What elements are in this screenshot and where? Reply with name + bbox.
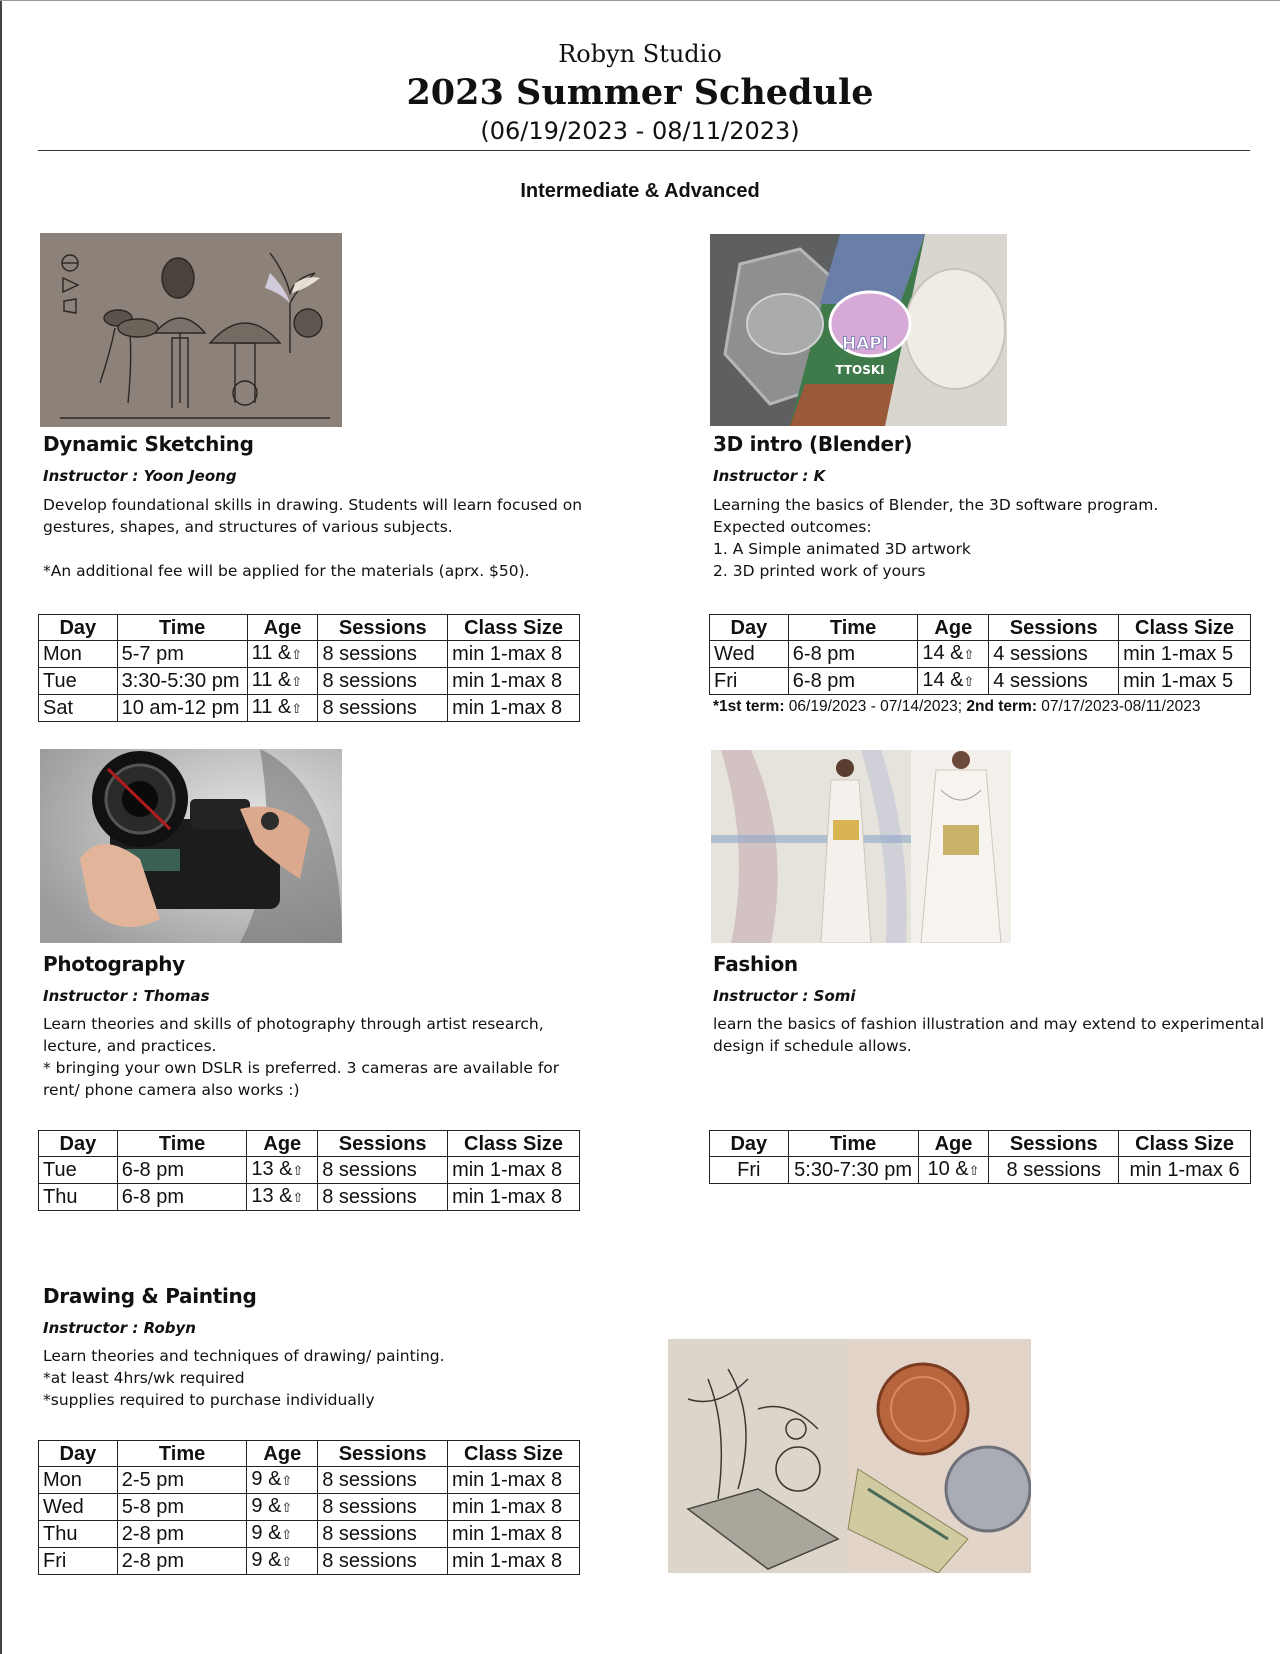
column-header-time: Time [117, 1131, 247, 1157]
description-blender [713, 494, 1158, 582]
schedule-table-painting [38, 1440, 580, 1575]
instructor-fashion: Instructor : Somi [713, 987, 856, 1005]
day-cell: Sat [39, 695, 118, 722]
sessions-cell: 8 sessions [318, 1157, 448, 1184]
age-value: 9 & [251, 1522, 282, 1544]
instructor-sketching: Instructor : Yoon Jeong [43, 467, 237, 485]
column-header-class-size: Class Size [1119, 1131, 1251, 1157]
description-line: Learn theories and techniques of drawing/ painting. [43, 1347, 445, 1365]
column-header-day: Day [39, 1441, 118, 1467]
column-header-sessions: Sessions [989, 1131, 1119, 1157]
page-title: 2023 Summer Schedule [406, 72, 874, 113]
time-cell: 2-5 pm [117, 1467, 247, 1494]
class-size-cell: min 1-max 6 [1119, 1157, 1251, 1184]
level-heading: Intermediate & Advanced [520, 180, 760, 202]
description-line: rent/ phone camera also works :) [43, 1081, 300, 1099]
up-arrow-outline-icon: ⇧ [291, 647, 303, 662]
age-cell [247, 641, 318, 668]
class-size-cell: min 1-max 8 [448, 1521, 580, 1548]
sessions-cell: 4 sessions [989, 668, 1119, 695]
term-note [713, 698, 1200, 716]
instructor-photography: Instructor : Thomas [43, 987, 210, 1005]
class-size-cell: min 1-max 8 [448, 1184, 580, 1211]
table-row [39, 1548, 580, 1575]
day-cell: Fri [710, 1157, 789, 1184]
day-cell: Wed [39, 1494, 118, 1521]
day-cell: Mon [39, 1467, 118, 1494]
table-row [39, 668, 580, 695]
sessions-cell: 4 sessions [989, 641, 1119, 668]
table-header-row [710, 1131, 1251, 1157]
table-header-row [39, 615, 580, 641]
description-line: learn the basics of fashion illustration and may extend to experimental [713, 1015, 1265, 1033]
column-header-day: Day [710, 1131, 789, 1157]
description-line: * bringing your own DSLR is preferred. 3 cameras are available for [43, 1059, 560, 1077]
blender-image [710, 234, 1007, 426]
up-arrow-outline-icon: ⇧ [281, 1554, 293, 1569]
age-value: 9 & [251, 1549, 282, 1571]
day-cell: Wed [710, 641, 789, 668]
date-range: (06/19/2023 - 08/11/2023) [480, 117, 800, 145]
description-line: Learning the basics of Blender, the 3D software program. [713, 496, 1159, 514]
up-arrow-outline-icon: ⇧ [291, 701, 303, 716]
age-cell [247, 668, 318, 695]
time-cell: 2-8 pm [117, 1521, 247, 1548]
table-row [39, 1157, 580, 1184]
age-value: 13 & [251, 1185, 293, 1207]
age-value: 9 & [251, 1468, 282, 1490]
table-header-row [39, 1441, 580, 1467]
class-size-cell: min 1-max 8 [448, 641, 580, 668]
time-cell: 5-7 pm [117, 641, 247, 668]
course-title-blender: 3D intro (Blender) [713, 432, 913, 456]
age-cell [247, 1548, 318, 1575]
table-header-row [39, 1131, 580, 1157]
age-cell [247, 1521, 318, 1548]
column-header-class-size: Class Size [448, 615, 580, 641]
age-value: 11 & [251, 642, 292, 664]
course-title-painting: Drawing & Painting [43, 1284, 257, 1308]
age-cell [918, 641, 989, 668]
age-cell [247, 1467, 318, 1494]
schedule-table-blender [709, 614, 1251, 695]
instructor-blender: Instructor : K [713, 467, 826, 485]
column-header-class-size: Class Size [448, 1131, 580, 1157]
column-header-time: Time [117, 1441, 247, 1467]
table-row [39, 1494, 580, 1521]
column-header-time: Time [117, 615, 247, 641]
sessions-cell: 8 sessions [318, 641, 448, 668]
column-header-time: Time [788, 615, 918, 641]
time-cell: 5:30-7:30 pm [788, 1157, 918, 1184]
description-photography [43, 1013, 559, 1101]
description-line: *supplies required to purchase individually [43, 1391, 375, 1409]
blender-image-label: HAPI [841, 334, 889, 354]
day-cell: Fri [39, 1548, 118, 1575]
description-line: Learn theories and skills of photography through artist research, [43, 1015, 544, 1033]
studio-name: Robyn Studio [558, 40, 722, 68]
up-arrow-outline-icon: ⇧ [968, 1163, 980, 1178]
up-arrow-outline-icon: ⇧ [291, 674, 303, 689]
description-line: *at least 4hrs/wk required [43, 1369, 245, 1387]
column-header-sessions: Sessions [318, 615, 448, 641]
age-value: 11 & [251, 669, 292, 691]
column-header-day: Day [710, 615, 789, 641]
schedule-table-fashion [709, 1130, 1251, 1184]
column-header-class-size: Class Size [448, 1441, 580, 1467]
table-row [710, 668, 1251, 695]
description-line: gestures, shapes, and structures of various subjects. [43, 518, 453, 536]
page-left-border [0, 0, 2, 1654]
description-line: 1. A Simple animated 3D artwork [713, 540, 971, 558]
day-cell: Fri [710, 668, 789, 695]
description-line: *An additional fee will be applied for the materials (aprx. $50). [43, 562, 530, 580]
age-cell [918, 1157, 989, 1184]
age-cell [918, 668, 989, 695]
day-cell: Mon [39, 641, 118, 668]
up-arrow-outline-icon: ⇧ [963, 674, 975, 689]
table-header-row [710, 615, 1251, 641]
sessions-cell: 8 sessions [318, 695, 448, 722]
description-line: design if schedule allows. [713, 1037, 912, 1055]
column-header-sessions: Sessions [989, 615, 1119, 641]
age-value: 14 & [922, 642, 964, 664]
column-header-age: Age [918, 615, 989, 641]
description-line: 2. 3D printed work of yours [713, 562, 926, 580]
sessions-cell: 8 sessions [318, 668, 448, 695]
age-value: 9 & [251, 1495, 282, 1517]
instructor-painting: Instructor : Robyn [43, 1319, 196, 1337]
up-arrow-outline-icon: ⇧ [292, 1190, 304, 1205]
column-header-day: Day [39, 615, 118, 641]
day-cell: Tue [39, 1157, 118, 1184]
time-cell: 6-8 pm [117, 1157, 247, 1184]
description-sketching [43, 494, 582, 582]
sessions-cell: 8 sessions [989, 1157, 1119, 1184]
sessions-cell: 8 sessions [318, 1494, 448, 1521]
up-arrow-outline-icon: ⇧ [281, 1527, 293, 1542]
class-size-cell: min 1-max 5 [1119, 668, 1251, 695]
time-cell: 6-8 pm [117, 1184, 247, 1211]
description-painting [43, 1345, 445, 1411]
age-value: 14 & [922, 669, 964, 691]
blender-image-sublabel: TTOSKI [835, 363, 885, 377]
table-row [39, 1184, 580, 1211]
column-header-sessions: Sessions [318, 1441, 448, 1467]
sessions-cell: 8 sessions [318, 1521, 448, 1548]
day-cell: Tue [39, 668, 118, 695]
age-value: 10 & [927, 1158, 969, 1180]
schedule-table-photography [38, 1130, 580, 1211]
course-title-sketching: Dynamic Sketching [43, 432, 254, 456]
column-header-time: Time [788, 1131, 918, 1157]
term-label: 2nd term: [966, 698, 1037, 715]
column-header-day: Day [39, 1131, 118, 1157]
sessions-cell: 8 sessions [318, 1184, 448, 1211]
column-header-sessions: Sessions [318, 1131, 448, 1157]
class-size-cell: min 1-max 8 [448, 1548, 580, 1575]
table-row [39, 695, 580, 722]
sketching-image [40, 233, 342, 427]
age-cell [247, 695, 318, 722]
column-header-age: Age [247, 1441, 318, 1467]
column-header-age: Age [247, 1131, 318, 1157]
class-size-cell: min 1-max 5 [1119, 641, 1251, 668]
time-cell: 6-8 pm [788, 641, 918, 668]
course-title-fashion: Fashion [713, 952, 798, 976]
sessions-cell: 8 sessions [318, 1467, 448, 1494]
class-size-cell: min 1-max 8 [448, 1467, 580, 1494]
column-header-age: Age [918, 1131, 989, 1157]
age-cell [247, 1184, 318, 1211]
class-size-cell: min 1-max 8 [448, 1494, 580, 1521]
term-dates: 07/17/2023-08/11/2023 [1036, 698, 1201, 715]
up-arrow-outline-icon: ⇧ [281, 1473, 293, 1488]
up-arrow-outline-icon: ⇧ [292, 1163, 304, 1178]
sessions-cell: 8 sessions [318, 1548, 448, 1575]
day-cell: Thu [39, 1521, 118, 1548]
table-row [39, 1467, 580, 1494]
day-cell: Thu [39, 1184, 118, 1211]
table-row [39, 1521, 580, 1548]
age-cell [247, 1157, 318, 1184]
time-cell: 2-8 pm [117, 1548, 247, 1575]
schedule-table-sketching [38, 614, 580, 722]
description-line: Develop foundational skills in drawing. Students will learn focused on [43, 496, 583, 514]
header-divider [38, 150, 1250, 151]
up-arrow-outline-icon: ⇧ [281, 1500, 293, 1515]
term-label: *1st term: [713, 698, 785, 715]
age-cell [247, 1494, 318, 1521]
age-value: 11 & [251, 696, 292, 718]
page-top-border [0, 0, 1280, 1]
fashion-image [711, 750, 1011, 943]
up-arrow-outline-icon: ⇧ [963, 647, 975, 662]
column-header-age: Age [247, 615, 318, 641]
course-title-photography: Photography [43, 952, 185, 976]
painting-image [668, 1339, 1031, 1573]
description-line: lecture, and practices. [43, 1037, 217, 1055]
class-size-cell: min 1-max 8 [448, 695, 580, 722]
time-cell: 6-8 pm [788, 668, 918, 695]
table-row [39, 641, 580, 668]
table-row [710, 1157, 1251, 1184]
description-fashion [713, 1013, 1264, 1057]
class-size-cell: min 1-max 8 [448, 668, 580, 695]
table-row [710, 641, 1251, 668]
photography-image [40, 749, 342, 943]
class-size-cell: min 1-max 8 [448, 1157, 580, 1184]
time-cell: 3:30-5:30 pm [117, 668, 247, 695]
age-value: 13 & [251, 1158, 293, 1180]
description-line: Expected outcomes: [713, 518, 872, 536]
column-header-class-size: Class Size [1119, 615, 1251, 641]
term-dates: 06/19/2023 - 07/14/2023; [784, 698, 967, 715]
time-cell: 10 am-12 pm [117, 695, 247, 722]
time-cell: 5-8 pm [117, 1494, 247, 1521]
